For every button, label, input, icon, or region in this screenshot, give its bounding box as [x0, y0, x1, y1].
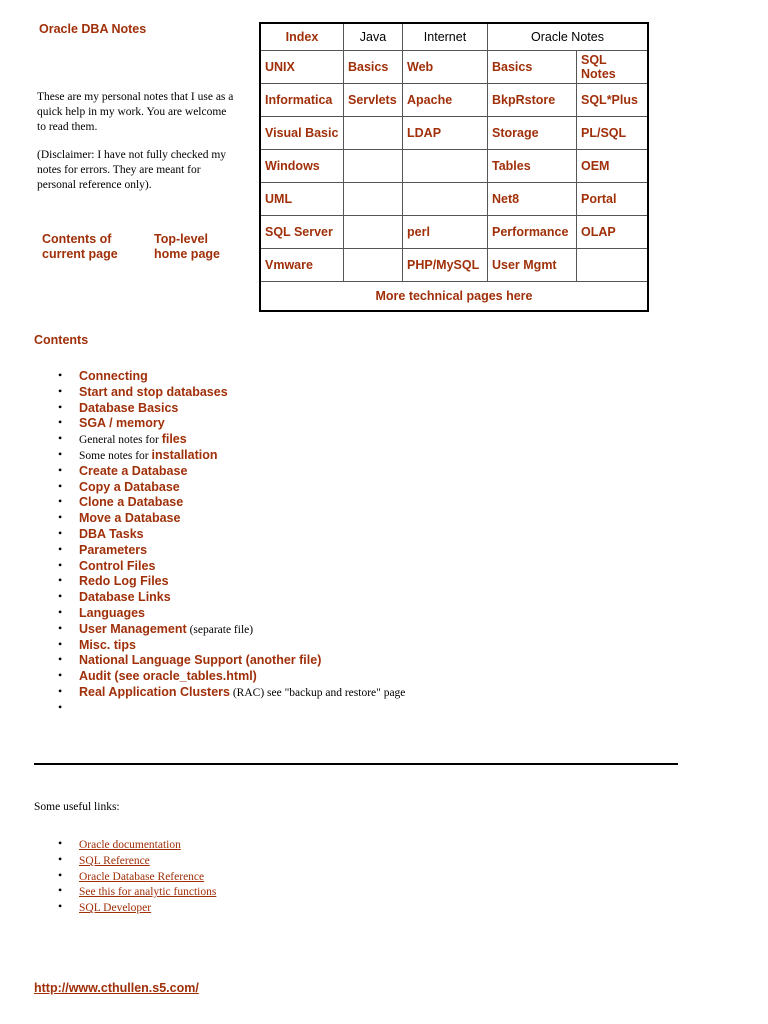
table-cell-link[interactable]: Web — [403, 51, 488, 84]
table-cell-link[interactable]: Storage — [488, 117, 577, 150]
table-cell-link[interactable]: perl — [403, 216, 488, 249]
useful-links-heading: Some useful links: — [34, 801, 120, 813]
table-cell-empty — [344, 117, 403, 150]
list-item — [58, 637, 405, 653]
table-cell-link[interactable]: SQL*Plus — [577, 84, 649, 117]
contents-heading: Contents — [34, 333, 89, 347]
contents-item-link[interactable]: Clone a Database — [79, 495, 184, 510]
list-item — [58, 589, 405, 605]
table-cell-link[interactable]: Informatica — [260, 84, 344, 117]
list-item — [58, 700, 405, 716]
contents-item-link[interactable]: Connecting — [79, 369, 148, 383]
more-technical-pages-link[interactable]: More technical pages here — [260, 282, 648, 312]
list-item — [58, 431, 405, 447]
home-page-link[interactable]: Top-level home page — [154, 232, 220, 261]
useful-link[interactable]: Oracle Database Reference — [79, 870, 205, 883]
list-item — [58, 868, 216, 884]
contents-item-link[interactable]: Languages — [79, 605, 145, 620]
contents-item-link[interactable]: installation — [151, 447, 218, 462]
index-header-link[interactable]: Index — [260, 23, 344, 51]
table-cell-link[interactable]: User Mgmt — [488, 249, 577, 282]
list-item — [58, 494, 405, 510]
table-cell-link[interactable]: OEM — [577, 150, 649, 183]
table-cell-link[interactable]: Vmware — [260, 249, 344, 282]
useful-link[interactable]: Oracle documentation — [79, 839, 181, 851]
table-cell-link[interactable]: BkpRstore — [488, 84, 577, 117]
item-prefix: Some notes for — [79, 449, 152, 462]
list-item — [58, 883, 216, 899]
table-cell-empty — [403, 183, 488, 216]
table-cell-link[interactable]: Portal — [577, 183, 649, 216]
list-item — [58, 668, 405, 684]
contents-item-link[interactable]: Database Basics — [79, 400, 179, 415]
oracle-notes-header: Oracle Notes — [488, 23, 649, 51]
list-item — [58, 684, 405, 700]
table-cell-link[interactable]: Visual Basic — [260, 117, 344, 150]
contents-item-link[interactable]: Audit (see oracle_tables.html) — [79, 669, 257, 684]
contents-item-link[interactable]: Parameters — [79, 542, 148, 557]
contents-item-link[interactable]: National Language Support (another file) — [79, 653, 322, 668]
table-cell-link[interactable]: Basics — [344, 51, 403, 84]
table-cell-link[interactable]: Basics — [488, 51, 577, 84]
contents-item-link[interactable]: DBA Tasks — [79, 526, 144, 541]
contents-item-link[interactable]: Move a Database — [79, 511, 181, 526]
table-cell-empty — [344, 249, 403, 282]
table-cell-link[interactable]: PHP/MySQL — [403, 249, 488, 282]
item-suffix: (separate file) — [186, 623, 254, 636]
list-item — [58, 558, 405, 574]
list-item — [58, 621, 405, 637]
contents-item-link[interactable]: Control Files — [79, 558, 156, 573]
contents-item-link[interactable]: Create a Database — [79, 463, 188, 478]
list-item — [58, 368, 405, 384]
table-cell-link[interactable]: Tables — [488, 150, 577, 183]
list-item — [58, 836, 216, 852]
contents-item-link[interactable]: Copy a Database — [79, 479, 180, 494]
item-suffix: (RAC) see "backup and restore" page — [229, 686, 406, 699]
table-cell-link[interactable]: UML — [260, 183, 344, 216]
table-cell-link[interactable]: LDAP — [403, 117, 488, 150]
table-cell-empty — [577, 249, 649, 282]
navigation-table — [259, 22, 649, 312]
home-url-link[interactable]: http://www.cthullen.s5.com/ — [34, 981, 199, 995]
list-item — [58, 400, 405, 416]
list-item — [58, 447, 405, 463]
contents-item-link[interactable]: Real Application Clusters — [79, 684, 230, 699]
contents-of-page-link[interactable]: Contents of current page — [42, 232, 118, 261]
list-item — [58, 605, 405, 621]
list-item — [58, 479, 405, 495]
useful-link[interactable]: SQL Developer — [79, 902, 152, 915]
item-prefix: General notes for — [79, 434, 162, 447]
useful-links-list — [58, 836, 216, 915]
disclaimer-paragraph: (Disclaimer: I have not fully checked my notes for errors. They are meant for personal reference only). — [37, 149, 227, 191]
table-cell-link[interactable]: Servlets — [344, 84, 403, 117]
contents-item-link[interactable]: Database Links — [79, 590, 171, 605]
useful-link[interactable]: SQL Reference — [79, 854, 150, 867]
list-item — [58, 899, 216, 915]
contents-item-link[interactable]: User Management — [79, 621, 187, 636]
internet-header: Internet — [403, 23, 488, 51]
page-nav-links — [42, 232, 236, 262]
table-cell-link[interactable]: OLAP — [577, 216, 649, 249]
table-cell-empty — [344, 183, 403, 216]
contents-item-link[interactable]: Redo Log Files — [79, 574, 169, 589]
useful-link[interactable]: See this for analytic functions — [79, 886, 217, 899]
table-cell-empty — [403, 150, 488, 183]
table-cell-link[interactable]: Apache — [403, 84, 488, 117]
contents-item-link[interactable]: SGA / memory — [79, 416, 165, 431]
list-item — [58, 852, 216, 868]
contents-item-link[interactable]: Start and stop databases — [79, 384, 228, 399]
table-cell-link[interactable]: Net8 — [488, 183, 577, 216]
java-header: Java — [344, 23, 403, 51]
contents-list — [58, 368, 405, 716]
list-item — [58, 542, 405, 558]
horizontal-divider — [34, 763, 678, 765]
table-cell-empty — [344, 150, 403, 183]
list-item — [58, 415, 405, 431]
list-item — [58, 573, 405, 589]
list-item — [58, 526, 405, 542]
intro-paragraph: These are my personal notes that I use as a quick help in my work. You are welcome to read them. — [37, 91, 234, 133]
list-item — [58, 510, 405, 526]
table-cell-link[interactable]: UNIX — [260, 51, 344, 84]
table-cell-link[interactable]: Performance — [488, 216, 577, 249]
list-item — [58, 384, 405, 400]
intro-text — [37, 90, 237, 206]
table-cell-empty — [344, 216, 403, 249]
table-cell-link[interactable]: SQL Notes — [577, 51, 649, 84]
list-item — [58, 463, 405, 479]
list-item — [58, 652, 405, 668]
contents-item-link[interactable]: files — [161, 432, 187, 447]
page-title: Oracle DBA Notes — [39, 22, 147, 36]
table-cell-link[interactable]: PL/SQL — [577, 117, 649, 150]
contents-item-link[interactable]: Misc. tips — [79, 637, 136, 652]
table-cell-link[interactable]: SQL Server — [260, 216, 344, 249]
table-cell-link[interactable]: Windows — [260, 150, 344, 183]
